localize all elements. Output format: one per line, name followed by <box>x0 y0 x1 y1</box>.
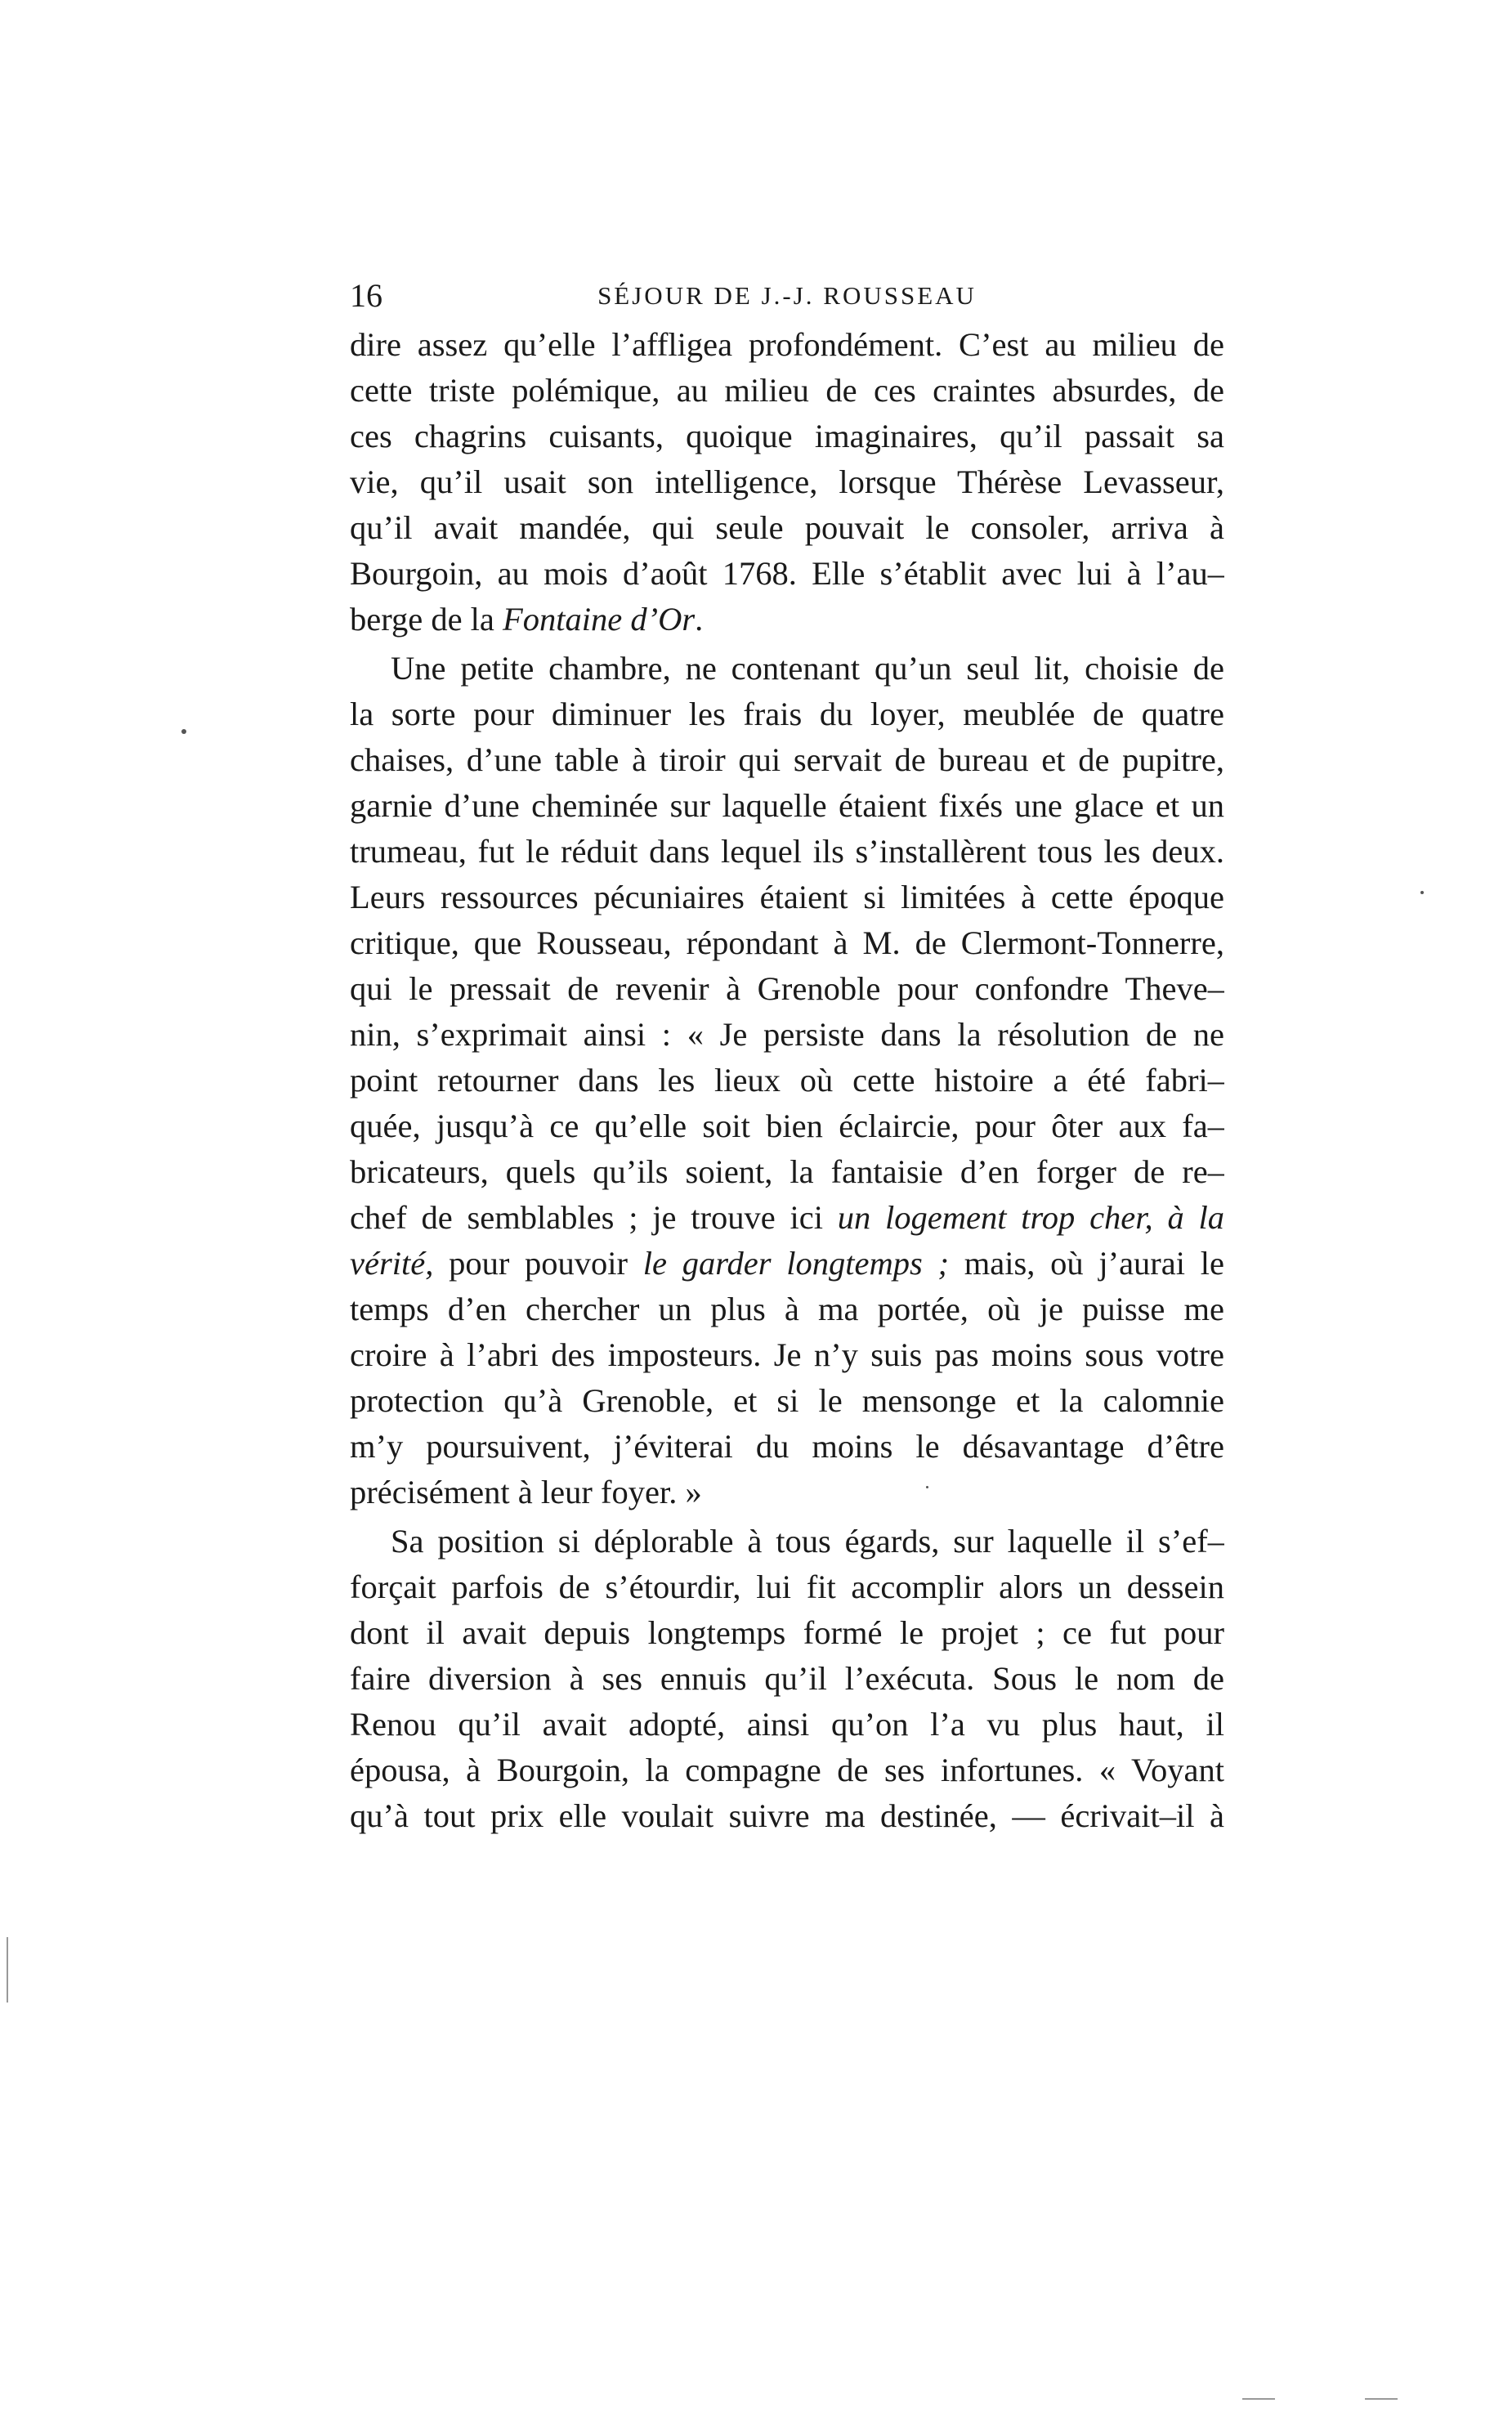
text-line: m’y poursuivent, j’éviterai du moins le désavantage d’être <box>350 1428 1224 1465</box>
text-line: Renou qu’il avait adopté, ainsi qu’on l’a vu plus haut, il <box>350 1706 1224 1743</box>
text-line: vie, qu’il usait son intelligence, lorsque Thérèse Levasseur, <box>350 463 1224 500</box>
text-line: point retourner dans les lieux où cette histoire a été fabri– <box>350 1062 1224 1099</box>
text-line: chef de semblables ; je trouve ici un logement trop cher, à la <box>350 1199 1224 1236</box>
text-line: dont il avait depuis longtemps formé le projet ; ce fut pour <box>350 1614 1224 1651</box>
italic-quote: un logement trop cher, à la <box>837 1199 1224 1236</box>
italic-quote: vérité, <box>350 1245 434 1282</box>
text-line: qui le pressait de revenir à Grenoble pour confondre Theve– <box>350 970 1224 1007</box>
scan-edge-mark <box>1242 2398 1275 2400</box>
text-line: la sorte pour diminuer les frais du loyer, meublée de quatre <box>350 696 1224 732</box>
text-line: ces chagrins cuisants, quoique imaginaires, qu’il passait sa <box>350 418 1224 454</box>
text-line: Une petite chambre, ne contenant qu’un seul lit, choisie de <box>391 650 1224 687</box>
text-line: précisément à leur foyer. » <box>350 1474 702 1510</box>
page-number: 16 <box>350 277 382 314</box>
text-line: trumeau, fut le réduit dans lequel ils s’installèrent tous les deux. <box>350 833 1224 870</box>
text-line: forçait parfois de s’étourdir, lui fit accomplir alors un dessein <box>350 1568 1224 1605</box>
scan-speck <box>926 1486 928 1488</box>
text-line: protection qu’à Grenoble, et si le mensonge et la calomnie <box>350 1382 1224 1419</box>
text-line: temps d’en chercher un plus à ma portée, où je puisse me <box>350 1291 1224 1327</box>
text-line: croire à l’abri des imposteurs. Je n’y suis pas moins sous votre <box>350 1336 1224 1373</box>
text-line: dire assez qu’elle l’affligea profondément. C’est au milieu de <box>350 326 1224 363</box>
text-line: Bourgoin, au mois d’août 1768. Elle s’établit avec lui à l’au– <box>350 555 1224 592</box>
scan-edge-mark <box>1365 2398 1398 2400</box>
scan-speck <box>181 729 186 734</box>
text-line: nin, s’exprimait ainsi : « Je persiste dans la résolution de ne <box>350 1016 1224 1053</box>
scan-speck <box>1420 891 1424 894</box>
text-line: garnie d’une cheminée sur laquelle étaient fixés une glace et un <box>350 787 1224 824</box>
page-header <box>350 271 1224 320</box>
text-line: Sa position si déplorable à tous égards, sur laquelle il s’ef– <box>391 1523 1224 1560</box>
text-line: qu’il avait mandée, qui seule pouvait le consoler, arriva à <box>350 509 1224 546</box>
text-line: vérité, pour pouvoir le garder longtemps ; mais, où j’aurai le <box>350 1245 1224 1282</box>
text-line: chaises, d’une table à tiroir qui servait de bureau et de pupitre, <box>350 741 1224 778</box>
text-line: qu’à tout prix elle voulait suivre ma destinée, — écrivait–il à <box>350 1797 1224 1834</box>
text-line: critique, que Rousseau, répondant à M. de Clermont-Tonnerre, <box>350 924 1224 961</box>
text-line: Leurs ressources pécuniaires étaient si limitées à cette époque <box>350 879 1224 915</box>
text-line: cette triste polémique, au milieu de ces craintes absurdes, de <box>350 372 1224 409</box>
text-line: bricateurs, quels qu’ils soient, la fantaisie d’en forger de re– <box>350 1153 1224 1190</box>
italic-place-name: Fontaine d’Or <box>503 601 696 638</box>
text-line: épousa, à Bourgoin, la compagne de ses infortunes. « Voyant <box>350 1752 1224 1788</box>
text-line: faire diversion à ses ennuis qu’il l’exécuta. Sous le nom de <box>350 1660 1224 1697</box>
text-line: quée, jusqu’à ce qu’elle soit bien éclaircie, pour ôter aux fa– <box>350 1108 1224 1144</box>
running-title: SÉJOUR DE J.-J. ROUSSEAU <box>597 281 977 310</box>
scan-edge-mark <box>7 1937 8 2003</box>
body-text <box>350 322 1224 1839</box>
text-line: berge de la Fontaine d’Or. <box>350 601 704 638</box>
italic-quote: le garder longtemps ; <box>642 1245 949 1282</box>
